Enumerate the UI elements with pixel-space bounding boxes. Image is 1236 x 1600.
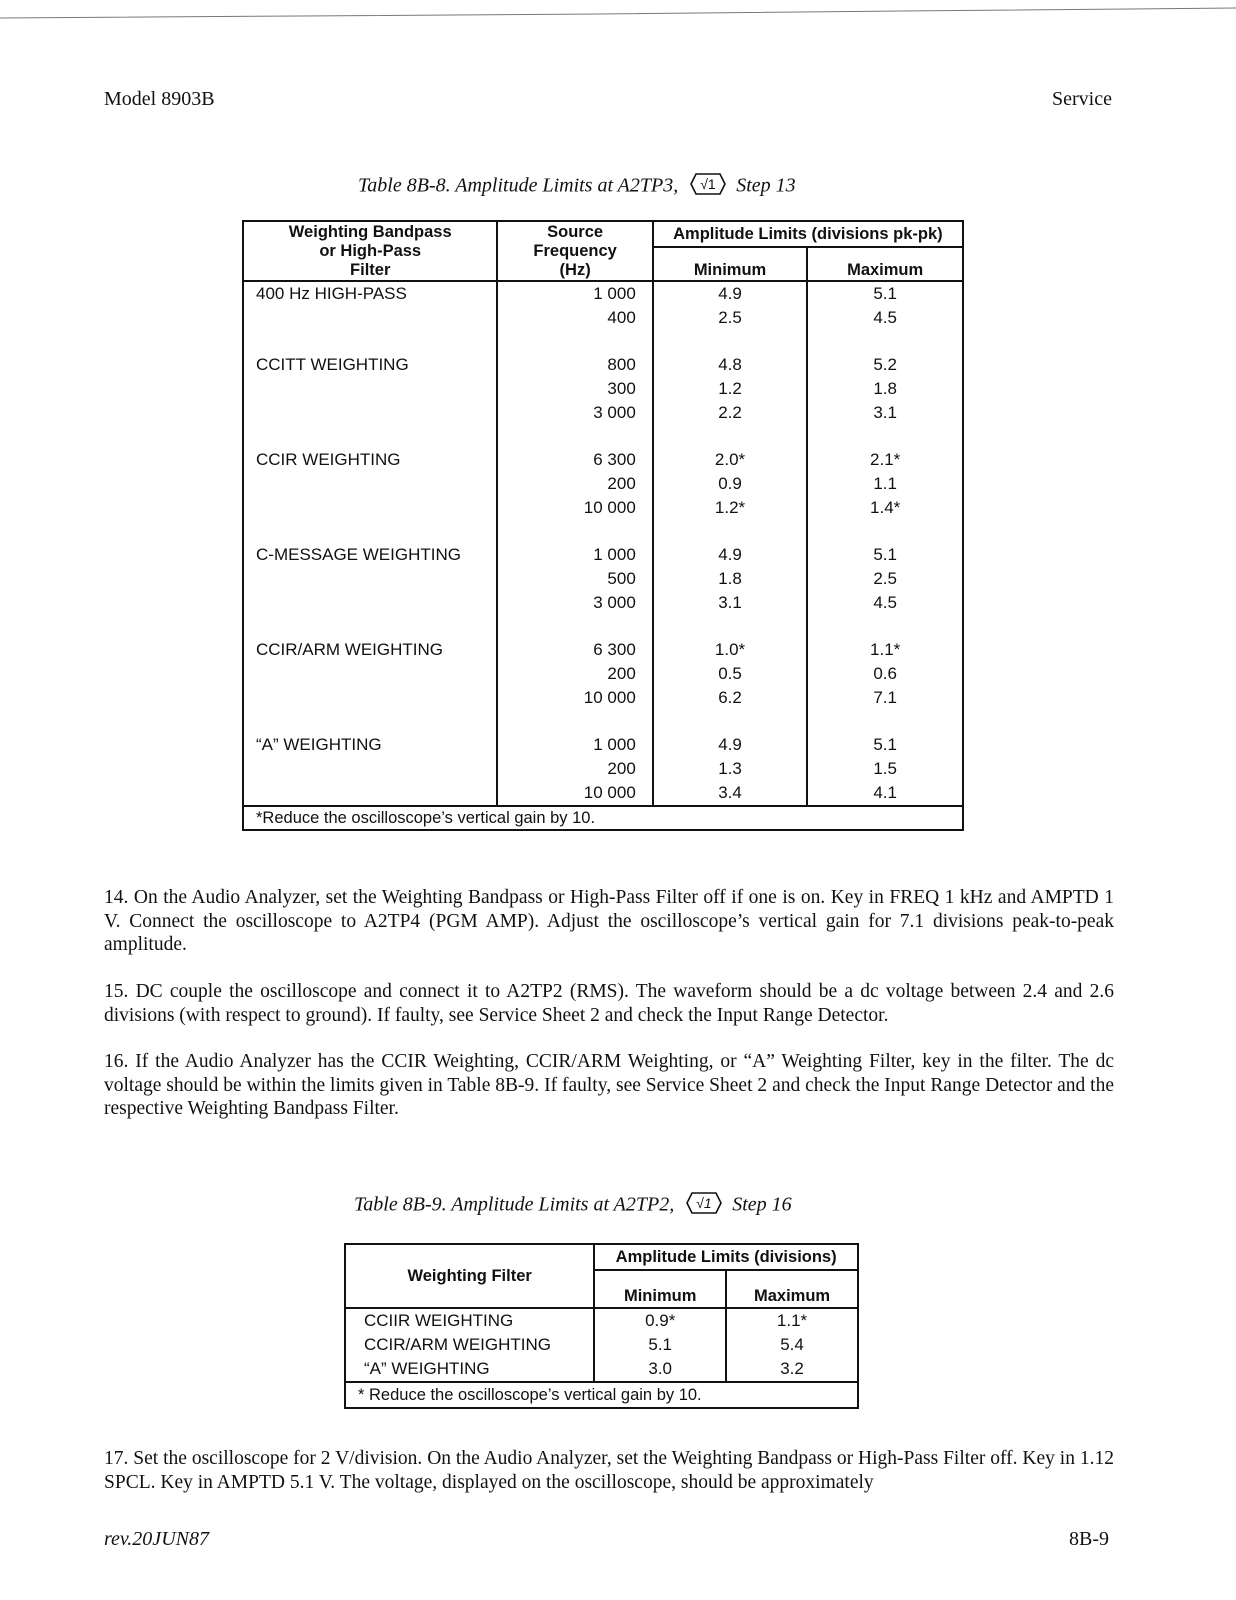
col-header-amplitude-limits: Amplitude Limits (divisions) [594,1244,858,1270]
table-row [243,638,963,662]
table-row [243,496,963,520]
table-row [243,472,963,496]
cell-maximum: 4.5 [807,306,963,330]
cell-minimum: 1.0* [653,638,808,662]
cell-maximum: 3.2 [726,1357,858,1382]
group-spacer-row [243,330,963,353]
cell-maximum: 1.1* [726,1308,858,1333]
cell-minimum: 4.9 [653,281,808,306]
group-spacer-row [243,520,963,543]
cell-maximum: 5.1 [807,281,963,306]
cell-minimum: 4.9 [653,543,808,567]
cell-filter-name [243,591,497,615]
cell-minimum: 5.1 [594,1333,726,1357]
table-row [243,567,963,591]
table1-caption-text: Table 8B-8. Amplitude Limits at A2TP3, [358,174,679,197]
amplitude-limits-table-8b9 [344,1243,859,1409]
cell-filter-name [243,781,497,806]
col-header-amplitude-limits: Amplitude Limits (divisions pk-pk) [653,221,963,247]
table-row [243,448,963,472]
cell-filter-name: CCIR/ARM WEIGHTING [364,1335,551,1354]
group-spacer-row [243,710,963,733]
cell-maximum: 4.5 [807,591,963,615]
scan-edge-line [0,6,1236,20]
cell-minimum: 1.2 [653,377,808,401]
cell-filter-name: C-MESSAGE WEIGHTING [256,545,461,564]
cell-minimum: 3.1 [653,591,808,615]
table2-caption-text: Table 8B-9. Amplitude Limits at A2TP2, [354,1193,675,1216]
table-row [345,1333,858,1357]
cell-minimum: 3.4 [653,781,808,806]
table-row [345,1308,858,1333]
cell-filter-name [243,662,497,686]
cell-filter-name [243,567,497,591]
col-header-maximum: Maximum [726,1270,858,1308]
cell-source-frequency: 10 000 [497,781,652,806]
cell-source-frequency: 200 [497,662,652,686]
cell-minimum: 2.2 [653,401,808,425]
col-header-filter-line2: or High-Pass [319,241,422,260]
cell-minimum: 0.9 [653,472,808,496]
step-14-paragraph: 14. On the Audio Analyzer, set the Weighting Bandpass or High-Pass Filter off if one is on. Key in FREQ 1 kHz and AMPTD 1 V. Connect the oscilloscope to A2TP4 (PGM AMP). Adjust the oscilloscope’s vertical gain for 7.1 divisions peak-to-peak amplitude. [104,887,1114,955]
cell-maximum: 7.1 [807,686,963,710]
table2-footnote-row [345,1382,858,1408]
cell-maximum: 1.1* [807,638,963,662]
cell-filter-name [243,757,497,781]
table1-caption-step: Step 13 [736,174,796,197]
table-row [243,377,963,401]
table-row [243,662,963,686]
cell-filter-name [243,306,497,330]
cell-maximum: 5.1 [807,733,963,757]
cell-source-frequency: 300 [497,377,652,401]
cell-minimum: 4.8 [653,353,808,377]
cell-minimum: 2.5 [653,306,808,330]
cell-source-frequency: 1 000 [497,281,652,306]
table2-footnote: * Reduce the oscilloscope’s vertical gain by 10. [345,1382,858,1408]
cell-filter-name [243,472,497,496]
step-16-paragraph: 16. If the Audio Analyzer has the CCIR Weighting, CCIR/ARM Weighting, or “A” Weighting Filter, key in the filter. The dc voltage should be within the limits given in Table 8B-9. If faulty, see Service Sheet 2 and check the Input Range Detector and the respective Weighting Bandpass Filter. [104,1051,1114,1119]
cell-source-frequency: 3 000 [497,591,652,615]
cell-maximum: 4.1 [807,781,963,806]
cell-source-frequency: 800 [497,353,652,377]
table2-caption [354,1191,792,1221]
col-header-freq-line3: (Hz) [559,260,591,279]
col-header-frequency [497,221,652,281]
cell-maximum: 1.8 [807,377,963,401]
col-header-minimum: Minimum [653,247,808,281]
table-row [243,686,963,710]
cell-filter-name [243,496,497,520]
cell-source-frequency: 10 000 [497,496,652,520]
col-header-filter-line1: Weighting Bandpass [288,222,452,241]
table-row [243,733,963,757]
cell-source-frequency: 200 [497,757,652,781]
col-header-filter-line3: Filter [350,260,391,279]
table-row [243,353,963,377]
cell-filter-name: CCIIR WEIGHTING [364,1311,514,1330]
cell-source-frequency: 1 000 [497,543,652,567]
col-header-minimum: Minimum [594,1270,726,1308]
cell-minimum: 1.3 [653,757,808,781]
cell-maximum: 3.1 [807,401,963,425]
cell-minimum: 3.0 [594,1357,726,1382]
cell-source-frequency: 200 [497,472,652,496]
table2-caption-step: Step 16 [732,1193,792,1216]
cell-filter-name [243,686,497,710]
table1-caption [358,172,796,202]
cell-source-frequency: 500 [497,567,652,591]
group-spacer-row [243,615,963,638]
table-row [243,757,963,781]
cell-maximum: 0.6 [807,662,963,686]
table-row [243,591,963,615]
cell-filter-name: CCITT WEIGHTING [256,355,409,374]
cell-filter-name: CCIR/ARM WEIGHTING [256,640,443,659]
cell-filter-name [243,377,497,401]
col-header-maximum: Maximum [807,247,963,281]
col-header-freq-line2: Frequency [533,241,617,260]
cell-source-frequency: 400 [497,306,652,330]
check-step-badge-icon [690,172,726,202]
check-step-badge-text: √1 [696,1195,712,1211]
table-row [243,781,963,806]
cell-minimum: 2.0* [653,448,808,472]
cell-minimum: 6.2 [653,686,808,710]
cell-maximum: 1.5 [807,757,963,781]
table2-body [345,1308,858,1408]
footer-page-number: 8B-9 [1069,1528,1109,1550]
check-step-badge-text: √1 [700,176,716,192]
cell-minimum: 1.2* [653,496,808,520]
cell-filter-name: “A” WEIGHTING [364,1359,490,1378]
col-header-weighting-filter: Weighting Filter [345,1244,594,1308]
table1-body [243,281,963,830]
cell-maximum: 1.4* [807,496,963,520]
col-header-filter [243,221,497,281]
group-spacer-row [243,425,963,448]
footer-revision: rev.20JUN87 [104,1528,209,1550]
step-15-paragraph: 15. DC couple the oscilloscope and connect it to A2TP2 (RMS). The waveform should be a dc voltage between 2.4 and 2.6 divisions (with respect to ground). If faulty, see Service Sheet 2 and check the Input Range Detector. [104,981,1114,1026]
col-header-freq-line1: Source [547,222,604,241]
check-step-badge-icon [686,1191,722,1221]
amplitude-limits-table-8b8 [242,220,964,831]
cell-maximum: 1.1 [807,472,963,496]
cell-source-frequency: 6 300 [497,448,652,472]
table-row [243,306,963,330]
table-row [243,401,963,425]
cell-source-frequency: 6 300 [497,638,652,662]
cell-filter-name: CCIR WEIGHTING [256,450,401,469]
header-section: Service [1052,88,1112,110]
table1-footnote-row [243,806,963,830]
cell-source-frequency: 3 000 [497,401,652,425]
cell-minimum: 0.5 [653,662,808,686]
table-row [243,543,963,567]
cell-source-frequency: 10 000 [497,686,652,710]
step-17-paragraph: 17. Set the oscilloscope for 2 V/division. On the Audio Analyzer, set the Weighting Bandpass or High-Pass Filter off. Key in 1.12 SPCL. Key in AMPTD 5.1 V. The voltage, displayed on the oscilloscope, should be approximately [104,1448,1114,1493]
cell-maximum: 5.1 [807,543,963,567]
cell-maximum: 5.2 [807,353,963,377]
cell-maximum: 5.4 [726,1333,858,1357]
cell-maximum: 2.1* [807,448,963,472]
cell-filter-name: 400 Hz HIGH-PASS [256,284,407,303]
cell-filter-name [243,401,497,425]
cell-minimum: 4.9 [653,733,808,757]
cell-filter-name: “A” WEIGHTING [256,735,382,754]
cell-minimum: 0.9* [594,1308,726,1333]
table-row [243,281,963,306]
cell-source-frequency: 1 000 [497,733,652,757]
table-row [345,1357,858,1382]
header-model: Model 8903B [104,88,215,110]
cell-maximum: 2.5 [807,567,963,591]
cell-minimum: 1.8 [653,567,808,591]
table1-footnote: *Reduce the oscilloscope’s vertical gain by 10. [243,806,963,830]
